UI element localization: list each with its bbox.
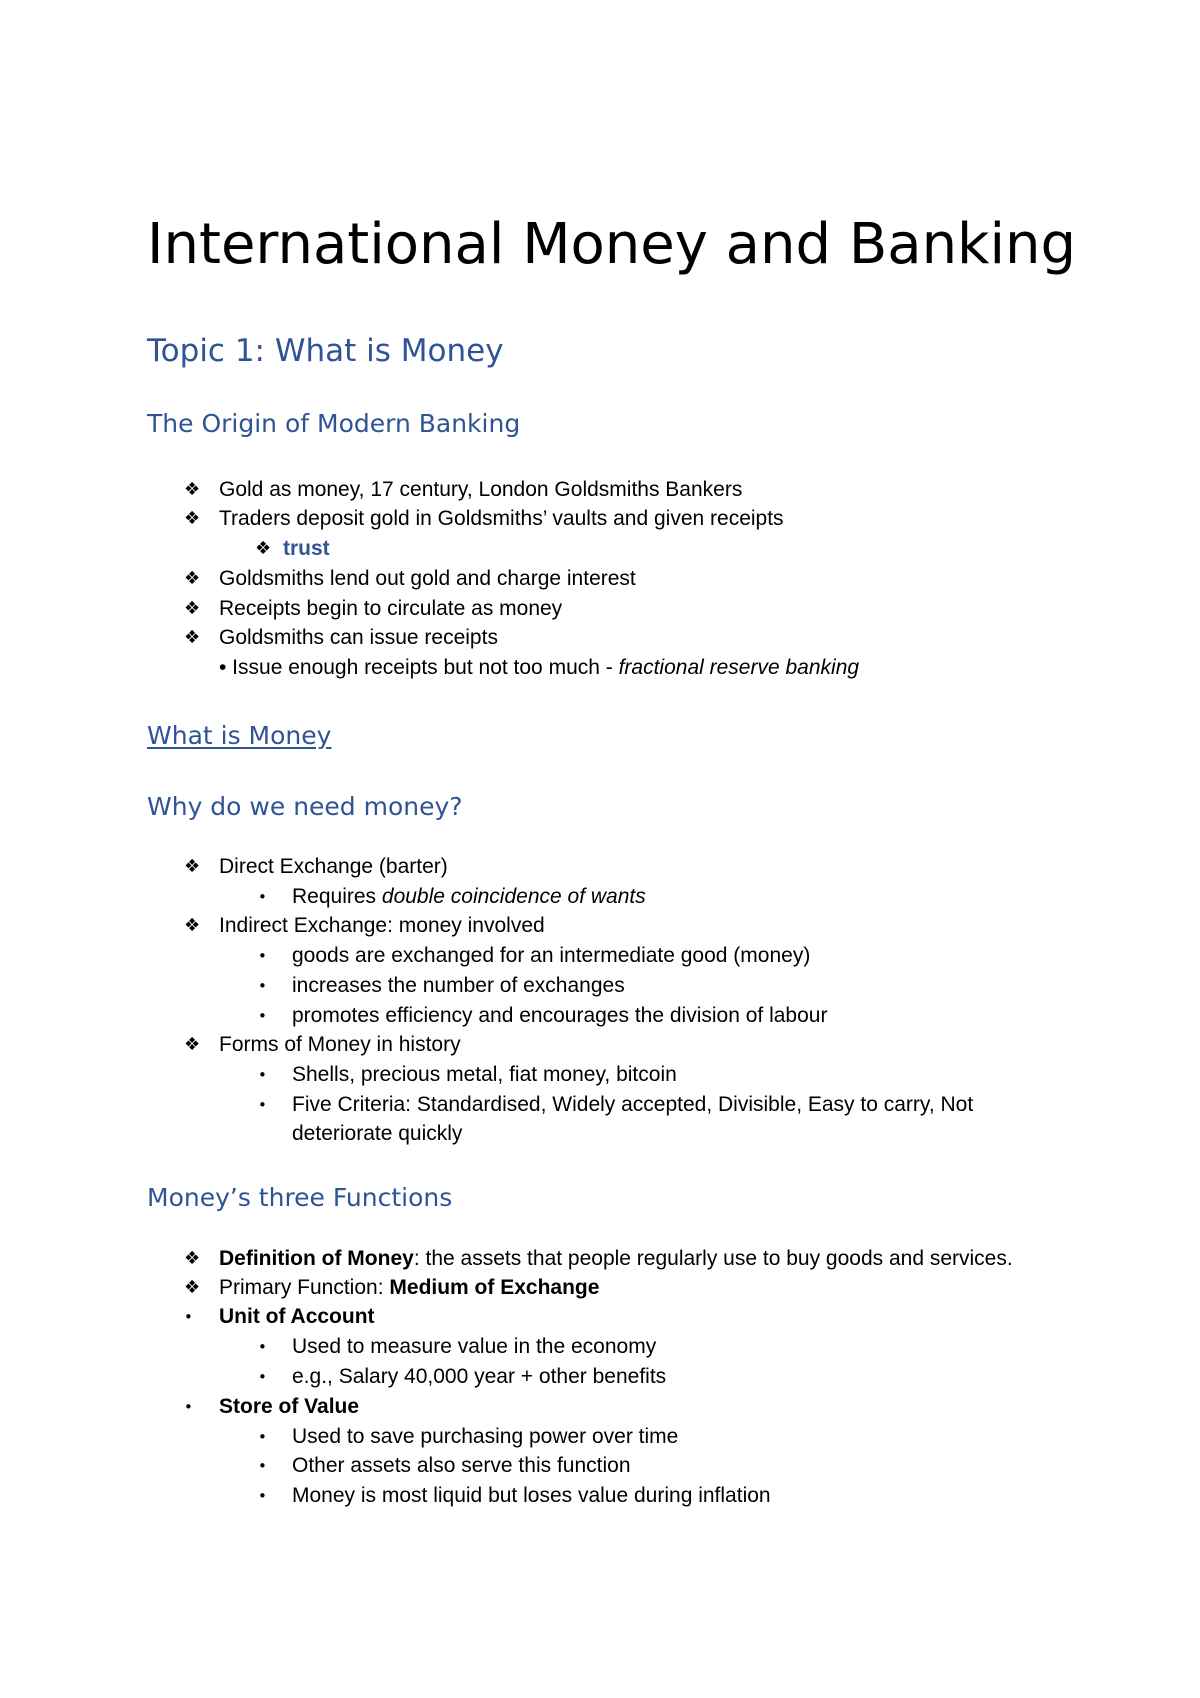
topic-heading: Topic 1: What is Money [147, 333, 504, 369]
diamond-bullet-icon: ❖ [184, 479, 201, 500]
sub-list-item: Used to save purchasing power over time [292, 1425, 679, 1448]
diamond-bullet-icon: ❖ [184, 1248, 201, 1269]
dot-bullet-icon: • [258, 1428, 267, 1446]
dot-bullet-icon: • [258, 977, 267, 995]
dot-bullet-icon: • [184, 1398, 193, 1416]
list-item: Goldsmiths can issue receipts [219, 626, 498, 649]
list-item: Goldsmiths lend out gold and charge interest [219, 567, 636, 590]
what-is-money-heading: What is Money [147, 721, 332, 750]
list-item: Traders deposit gold in Goldsmiths’ vaults and given receipts [219, 507, 784, 530]
list-item: Unit of Account [219, 1305, 375, 1328]
diamond-bullet-icon: ❖ [184, 508, 201, 529]
diamond-bullet-icon: ❖ [184, 627, 201, 648]
diamond-bullet-icon: ❖ [184, 598, 201, 619]
dot-bullet-icon: • [184, 1308, 193, 1326]
list-item: Gold as money, 17 century, London Goldsmiths Bankers [219, 478, 743, 501]
diamond-bullet-icon: ❖ [184, 1277, 201, 1298]
diamond-bullet-icon: ❖ [184, 856, 201, 877]
sub-list-item-continuation: deteriorate quickly [292, 1122, 463, 1145]
sub-list-item: Shells, precious metal, fiat money, bitcoin [292, 1063, 677, 1086]
origin-heading: The Origin of Modern Banking [147, 409, 521, 438]
sub-list-item: Used to measure value in the economy [292, 1335, 657, 1358]
sub-list-item: Money is most liquid but loses value during inflation [292, 1484, 771, 1507]
list-item: Definition of Money: the assets that people regularly use to buy goods and services. [219, 1247, 1013, 1270]
diamond-bullet-icon: ❖ [184, 915, 201, 936]
dot-bullet-icon: • [258, 1457, 267, 1475]
dot-bullet-icon: • [258, 1096, 267, 1114]
list-item: Indirect Exchange: money involved [219, 914, 545, 937]
list-item-trust: trust [283, 537, 330, 560]
sub-list-item: goods are exchanged for an intermediate good (money) [292, 944, 811, 967]
dot-bullet-icon: • [258, 1487, 267, 1505]
list-item: Primary Function: Medium of Exchange [219, 1276, 600, 1299]
list-item: Direct Exchange (barter) [219, 855, 448, 878]
diamond-bullet-icon: ❖ [184, 1034, 201, 1055]
why-need-money-heading: Why do we need money? [147, 792, 463, 821]
dot-bullet-icon: • [258, 888, 267, 906]
list-item: Receipts begin to circulate as money [219, 597, 563, 620]
sub-list-item: e.g., Salary 40,000 year + other benefits [292, 1365, 667, 1388]
dot-bullet-icon: • [258, 947, 267, 965]
dot-bullet-icon: • [258, 1338, 267, 1356]
document-title: International Money and Banking [147, 212, 1077, 277]
list-item: Forms of Money in history [219, 1033, 461, 1056]
dot-bullet-icon: • [258, 1368, 267, 1386]
sub-list-item: promotes efficiency and encourages the division of labour [292, 1004, 828, 1027]
diamond-bullet-icon: ❖ [184, 568, 201, 589]
functions-heading: Money’s three Functions [147, 1183, 453, 1212]
dot-bullet-icon: • [258, 1066, 267, 1084]
diamond-bullet-icon: ❖ [255, 538, 272, 559]
sub-list-item: Requires double coincidence of wants [292, 885, 646, 908]
sub-list-item: • Issue enough receipts but not too much - fractional reserve banking [219, 656, 860, 679]
sub-list-item: increases the number of exchanges [292, 974, 625, 997]
list-item: Store of Value [219, 1395, 360, 1418]
sub-list-item: Other assets also serve this function [292, 1454, 631, 1477]
sub-list-item: Five Criteria: Standardised, Widely accepted, Divisible, Easy to carry, Not [292, 1093, 974, 1116]
dot-bullet-icon: • [258, 1007, 267, 1025]
